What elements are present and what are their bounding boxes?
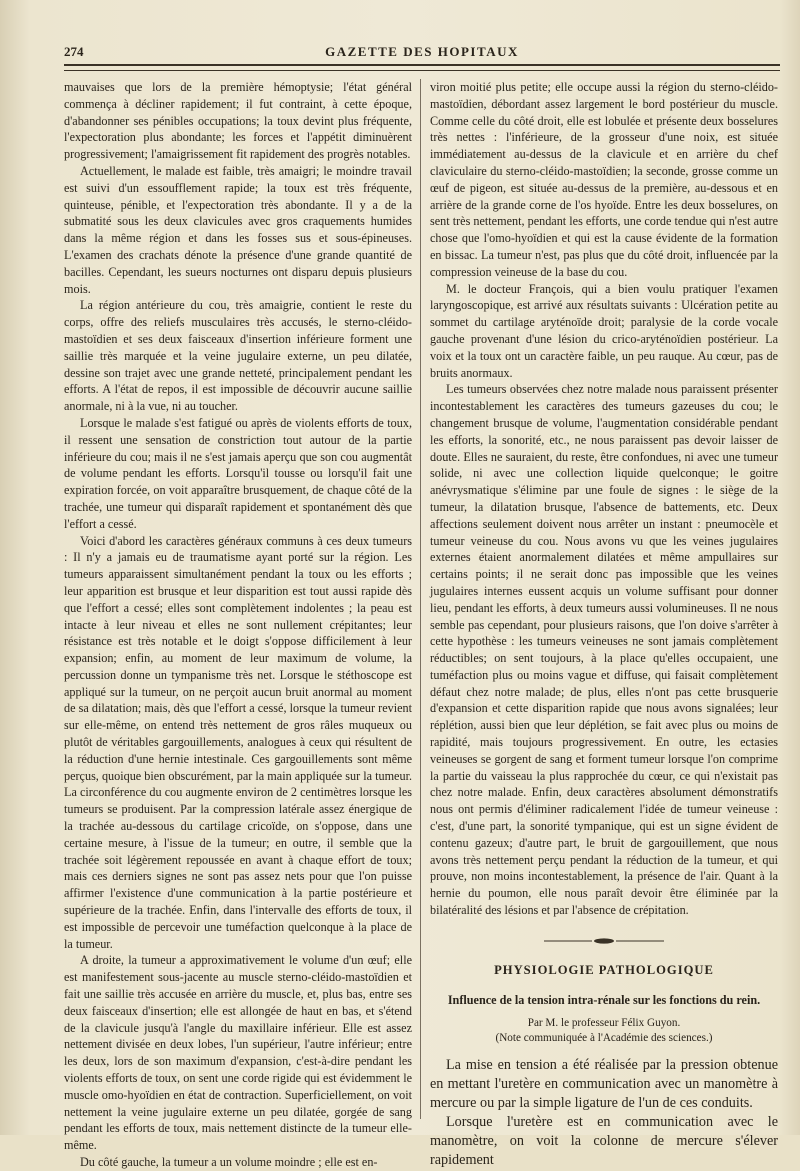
paragraph: M. le docteur François, qui a bien voulu pratiquer l'examen laryngoscopique, est arrivé aux résultats suivants : Ulcération petite au sommet du cartilage aryténoïde droit; paralysie de la corde vocale gauche provenant d'une lésion du crico-aryténoïdien postérieur. La voix et la toux ont un caractère faible, un peu rauque. Au cœur, pas de bruits anormaux. <box>430 281 778 380</box>
article-author: Par M. le professeur Félix Guyon. <box>527 1017 681 1030</box>
article-body <box>430 1056 778 1170</box>
right-column <box>430 79 778 1170</box>
journal-title: GAZETTE DES HOPITAUX <box>325 44 519 59</box>
section-title: PHYSIOLOGIE PATHOLOGIQUE <box>494 962 714 977</box>
paragraph: A droite, la tumeur a approximativement le volume d'un œuf; elle est manifestement sous-jacente au muscle sterno-cléido-mastoïdien et fait une saillie très accusée en arrière du muscle, et, plus bas, entre ses deux faisceaux d'insertion; elle est allongée de haut en bas, et s'étend de la clavicule jusqu'à l'angle du maxillaire inférieur. Elle est assez nettement divisée en deux lobes, l'un supérieur, l'autre inférieur; entre les deux, lors de son maximum d'expansion, c'est-à-dire pendant les violents efforts de toux, on sent une corde rigide qui est évidemment le muscle omo-hyoïdien en état de contraction. Superficiellement, on voit nettement la veine jugulaire externe un peu dilatée, gorgée de sang pendant les efforts de toux, mais nettement distincte de la tumeur elle-même. <box>64 953 412 1153</box>
ornament-rule-icon <box>544 937 664 945</box>
paragraph: mauvaises que lors de la première hémoptysie; l'état général commença à décliner rapidement; il fut contraint, à cette époque, d'abandonner ses pénibles occupations; la toux devint plus fréquente, l'expectoration plus abondante; les forces et l'appétit diminuèrent progressivement; l'amaigrissement fit rapidement des progrès notables. <box>64 80 412 162</box>
paragraph: viron moitié plus petite; elle occupe aussi la région du sterno-cléido-mastoïdien, débordant assez largement le bord postérieur du muscle. Comme celle du côté droit, elle est lobulée et présente deux bosselures très nettes : l'inférieure, de la grosseur d'une noix, est située immédiatement au-dessus de la clavicule et en arrière du chef claviculaire du sterno-cléido-mastoïdien; la seconde, grosse comme un œuf de pigeon, est située au-dessus de la première, au-dessous et en arrière de la grande corne de l'os hyoïde. Entre les deux bosselures, on sent très nettement, pendant les efforts, une corde tendue qui n'est autre chose que l'omo-hyoïdien et qui est la cause évidente de la formation en bissac. La tumeur n'est, pas plus que du côté droit, influencée par la compression veineuse de la base du cou. <box>430 80 778 279</box>
paragraph: La région antérieure du cou, très amaigrie, contient le reste du corps, offre des reliefs musculaires très accusés, le sterno-cléido-mastoïdien et ses deux faisceaux d'insertion inférieure forment une saillie très marquée et la veine jugulaire externe, un peu dilatée, dessine son trajet avec une grande netteté, principalement pendant les efforts. A l'état de repos, il est impossible de découvrir aucune saillie anormale, ni à la vue, ni au toucher. <box>64 298 412 414</box>
paragraph: Les tumeurs observées chez notre malade nous paraissent présenter incontestablement les caractères des tumeurs gazeuses du cou; le changement brusque de volume, l'augmentation considérable pendant les efforts, la sonorité, etc., ne nous paraissent pas devoir laisser de doute. Elles ne sauraient, du reste, être confondues, ni avec une tumeur solide, ni avec une collection liquide quelconque; le goitre anévrysmatique s'élimine par une foule de signes : le siège de la tumeur, la dilatation brusque, l'absence de battements, etc. Deux affections seulement doivent nous arrêter un instant : pneumocèle et tumeur veineuse du cou. Nous avons vu que les veines jugulaires externes étaient anormalement dilatées et même ampullaires sur certains points; il ne serait donc pas impossible que les veines jugulaires internes eussent acquis un volume suffisant pour donner lieu, pendant les efforts, à deux tumeurs aussi volumineuses. Il ne nous semble pas cependant, pour plusieurs raisons, que l'on doive s'arrêter à cette hypothèse : les tumeurs veineuses ne sont jamais complètement réductibles; on sent toujours, à la place qu'elles occupaient, une tuméfaction plus ou moins vague et diffuse, qui faisait complètement défaut chez notre malade; de plus, elles n'ont pas cette brusquerie d'expansion et cette disparition rapide que nous avons signalées; leur réplétion, aussi bien que leur déplétion, se fait avec plus ou moins de rapidité, mais toujours progressivement. En outre, les ectasies veineuses se gorgent de sang et forment tumeur lorsque l'on comprime la partie du vaisseau la plus rapprochée du cœur, ce qui n'existait pas chez notre malade. Enfin, deux caractères absolument démonstratifs nous ont permis d'éliminer radicalement l'idée de tumeur veineuse : c'est, d'une part, la sonorité tympanique, qui est un signe évident de contenu gazeux; d'autre part, le bruit de gargouillement, que nous avons très nettement perçu pendant la réduction de la tumeur, et qui prouve, non moins incontestablement, la présence de l'air. Quant à la hernie du poumon, elle nous paraît devoir être éliminée par la bilatéralité des lésions et par l'absence de crépitation. <box>430 382 778 918</box>
section-ornament <box>430 933 778 950</box>
header-rule-thin <box>64 70 780 71</box>
paragraph: Voici d'abord les caractères généraux communs à ces deux tumeurs : Il n'y a jamais eu de traumatisme ayant porté sur la région. Les tumeurs apparaissent simultanément pendant la toux ou les efforts ; leur apparition est brusque et leur disparition est tout aussi rapide dès que l'effort a cessé; elles sont complètement indolentes ; la peau est intacte à leur niveau et elles ne sont nullement crépitantes; leur résistance est très notable et le doigt s'oppose difficilement à leur expansion; enfin, au moment de leur maximum de volume, la percussion donne un tympanisme très net. Lorsque le stéthoscope est appliqué sur la tumeur, on ne perçoit aucun bruit anormal au moment de sa dilatation; mais, dès que l'effort a cessé, lorsque la tumeur revient sur elle-même, on entend très nettement de gros râles muqueux ou plutôt de véritables gargouillements, analogues à ceux qui résultent de la réduction d'une hernie intestinale. Ces gargouillements sont même perçus, quoique bien obscurément, par la main appliquée sur la tumeur. La circonférence du cou augmente environ de 2 centimètres lorsque les tumeurs se produisent. Par la compression latérale assez énergique de la trachée au-dessous du cartilage cricoïde, on s'oppose, dans une certaine mesure, à l'issue de la tumeur; en outre, il semble que la trachée soit légèrement repoussée en avant à chaque effort de toux; mais ces derniers signes ne sont pas assez nets pour que l'on puisse affirmer l'existence d'une communication à la partie postérieure et supérieure de la trachée. Enfin, dans l'intervalle des efforts de toux, il est impossible de percevoir une tuméfaction quelconque à la place de la tumeur. <box>64 533 412 951</box>
article-title: Influence de la tension intra-rénale sur les fonctions du rein. <box>447 993 761 1008</box>
page-header <box>64 44 780 64</box>
page-number: 274 <box>64 44 84 59</box>
article-note: (Note communiquée à l'Académie des sciences.) <box>495 1032 713 1045</box>
column-divider <box>420 79 421 1119</box>
paragraph: Actuellement, le malade est faible, très amaigri; le moindre travail est suivi d'un essoufflement rapide; la toux est très fréquente, quinteuse, pénible, et l'expectoration très abondante. Il y a de la submatité sous les deux clavicules avec gros craquements humides dans la même région et dans les fosses sus et sous-épineuses. L'examen des crachats dénote la présence d'une grande quantité de bacilles. Cependant, les sueurs nocturnes ont disparu depuis plusieurs mois. <box>64 163 412 296</box>
header-rule-thick <box>64 64 780 66</box>
paragraph: Lorsque le malade s'est fatigué ou après de violents efforts de toux, il ressent une sensation de constriction tout autour de la partie inférieure du cou; mais il ne s'est jamais aperçu que son cou augmentât de volume pendant les efforts. Lorsqu'il tousse ou lorsqu'il fait une expiration forcée, on voit apparaître brusquement, de chaque côté de la trachée, une tumeur qui disparaît rapidement et spontanément dès que l'effort a cessé. <box>64 415 412 531</box>
paragraph: Lorsque l'uretère est en communication avec le manomètre, on voit la colonne de mercure s'élever rapidement <box>430 1114 778 1169</box>
paragraph: La mise en tension a été réalisée par la pression obtenue en mettant l'uretère en communication avec un manomètre à mercure ou par la simple ligature de l'un de ces conduits. <box>430 1057 778 1112</box>
left-column <box>64 79 412 1171</box>
paragraph: Du côté gauche, la tumeur a un volume moindre ; elle est en- <box>80 1155 378 1169</box>
